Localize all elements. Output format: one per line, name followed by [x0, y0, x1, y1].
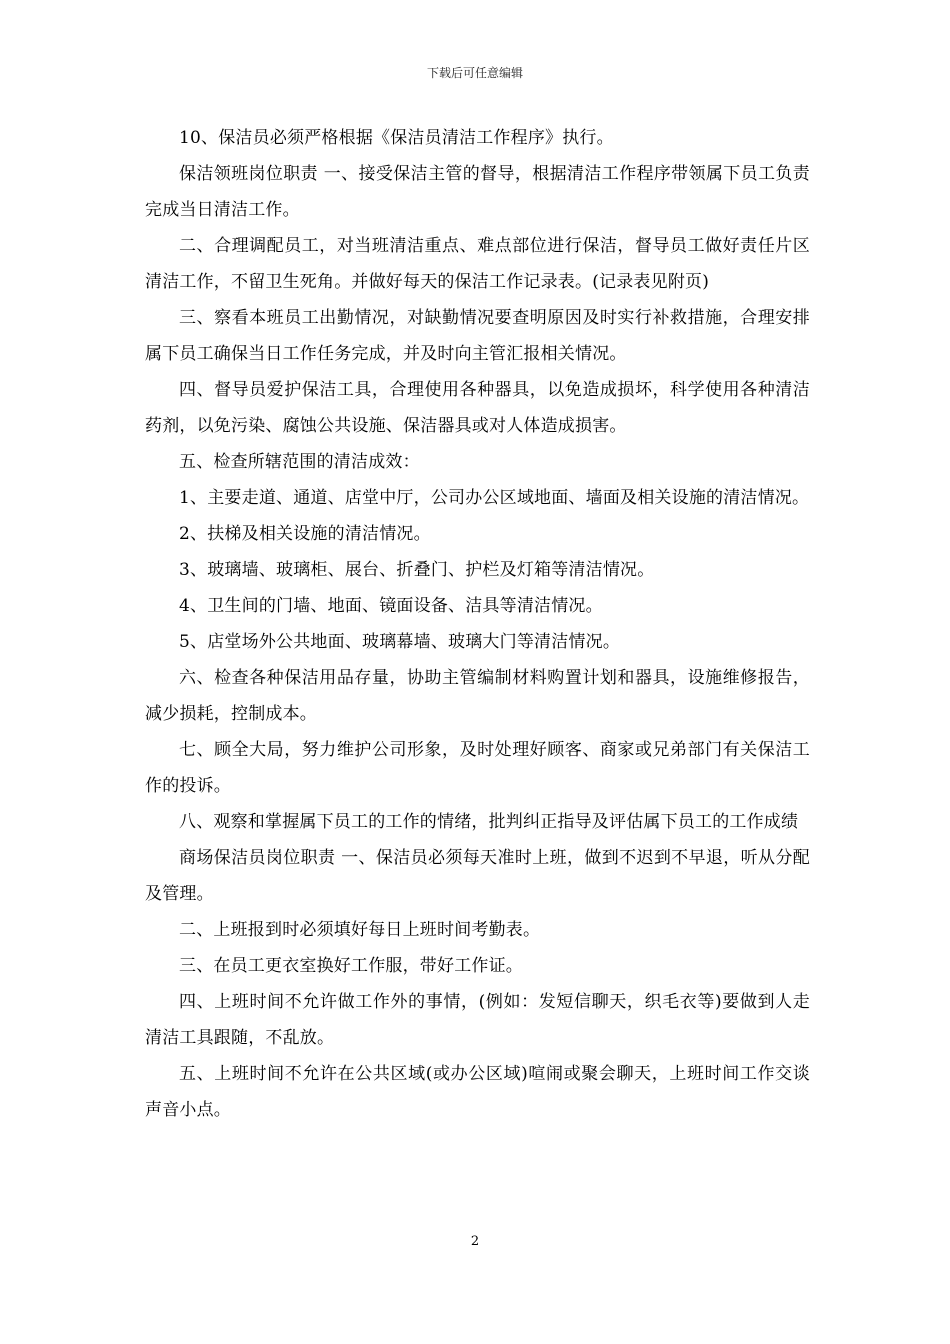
paragraph: 四、上班时间不允许做工作外的事情，(例如：发短信聊天，织毛衣等)要做到人走清洁工具跟随，不乱放。	[145, 992, 810, 1048]
paragraph: 商场保洁员岗位职责 一、保洁员必须每天准时上班，做到不迟到不早退，听从分配及管理。	[145, 848, 810, 904]
paragraph: 七、顾全大局，努力维护公司形象，及时处理好顾客、商家或兄弟部门有关保洁工作的投诉。	[145, 740, 810, 796]
paragraph: 五、检查所辖范围的清洁成效：	[179, 452, 420, 472]
paragraph: 1、主要走道、通道、店堂中厅，公司办公区域地面、墙面及相关设施的清洁情况。	[179, 488, 810, 508]
page-header: 下载后可任意编辑	[426, 66, 523, 80]
paragraph: 六、检查各种保洁用品存量，协助主管编制材料购置计划和器具，设施维修报告，减少损耗，控制成本。	[145, 668, 810, 724]
paragraph: 三、在员工更衣室换好工作服，带好工作证。	[179, 956, 523, 976]
paragraph: 八、观察和掌握属下员工的工作的情绪，批判纠正指导及评估属下员工的工作成绩	[179, 812, 799, 832]
paragraph: 3、玻璃墙、玻璃柜、展台、折叠门、护栏及灯箱等清洁情况。	[179, 560, 655, 580]
paragraph: 四、督导员爱护保洁工具，合理使用各种器具，以免造成损坏，科学使用各种清洁药剂，以免污染、腐蚀公共设施、保洁器具或对人体造成损害。	[145, 380, 810, 436]
paragraph: 5、店堂场外公共地面、玻璃幕墙、玻璃大门等清洁情况。	[179, 632, 621, 652]
paragraph: 五、上班时间不允许在公共区域(或办公区域)喧闹或聚会聊天，上班时间工作交谈声音小点。	[145, 1064, 810, 1120]
paragraph: 三、察看本班员工出勤情况，对缺勤情况要查明原因及时实行补救措施，合理安排属下员工确保当日工作任务完成，并及时向主管汇报相关情况。	[145, 308, 810, 364]
page-number: 2	[470, 1234, 480, 1249]
paragraph: 二、合理调配员工，对当班清洁重点、难点部位进行保洁，督导员工做好责任片区清洁工作，不留卫生死角。并做好每天的保洁工作记录表。(记录表见附页)	[145, 236, 810, 292]
document-body	[145, 120, 810, 1128]
paragraph: 2、扶梯及相关设施的清洁情况。	[179, 524, 431, 544]
paragraph: 10、保洁员必须严格根据《保洁员清洁工作程序》执行。	[179, 128, 614, 148]
paragraph: 保洁领班岗位职责 一、接受保洁主管的督导，根据清洁工作程序带领属下员工负责完成当日清洁工作。	[145, 164, 810, 220]
paragraph: 4、卫生间的门墙、地面、镜面设备、洁具等清洁情况。	[179, 596, 603, 616]
paragraph: 二、上班报到时必须填好每日上班时间考勤表。	[179, 920, 541, 940]
